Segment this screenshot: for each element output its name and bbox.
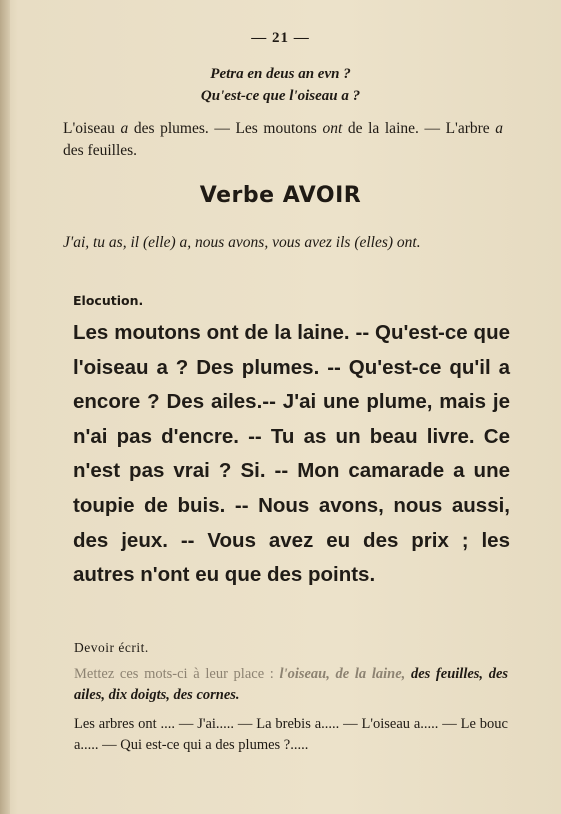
conjugation: J'ai, tu as, il (elle) a, nous avons, vous avez ils (elles) ont. xyxy=(63,234,421,251)
example-text: de la laine. — L'arbre xyxy=(347,120,490,137)
example-text: L'oiseau xyxy=(63,120,115,137)
example-text: des plumes. — Les moutons xyxy=(133,120,317,137)
example-sentences xyxy=(63,118,503,162)
page-binding-shadow xyxy=(0,0,10,814)
verb-highlight: ont xyxy=(322,120,343,137)
lesson-title: Verbe AVOIR xyxy=(199,183,362,208)
verb-highlight: a xyxy=(120,120,129,137)
page-number: — 21 — xyxy=(251,30,310,46)
elocution-text: Les moutons ont de la laine. -- Qu'est-ce que l'oiseau a ? Des plumes. -- Qu'est-ce qu'il a encore ? Des ailes.-- J'ai une plume, mais je n'ai pas d'encre. -- Tu as un beau livre. Ce n'est pas vrai ? Si. -- Mon camarade a une toupie de buis. -- Nous avons, nous aussi, des jeux. -- Vous avez eu des prix ; les autres n'ont eu que des points. xyxy=(73,321,510,587)
devoir-heading: Devoir écrit. xyxy=(74,640,149,655)
elocution-heading: Elocution. xyxy=(73,293,144,308)
example-text: des feuilles. xyxy=(63,142,138,159)
devoir-instruction xyxy=(74,664,508,706)
breton-question: Petra en deus an evn ? xyxy=(210,66,351,82)
verb-highlight: a xyxy=(495,120,504,137)
word-list: des feuilles, des ailes, dix doigts, des cornes. xyxy=(74,666,509,703)
instruction-lead: Mettez ces mots-ci à leur place : xyxy=(74,666,274,682)
devoir-exercise: Les arbres ont .... — J'ai..... — La brebis a..... — L'oiseau a..... — Le bouc a..... — Qui est-ce qui a des plumes ?..... xyxy=(74,716,508,753)
french-question: Qu'est-ce que l'oiseau a ? xyxy=(200,88,361,104)
word-list: l'oiseau, de la laine, xyxy=(279,666,406,682)
